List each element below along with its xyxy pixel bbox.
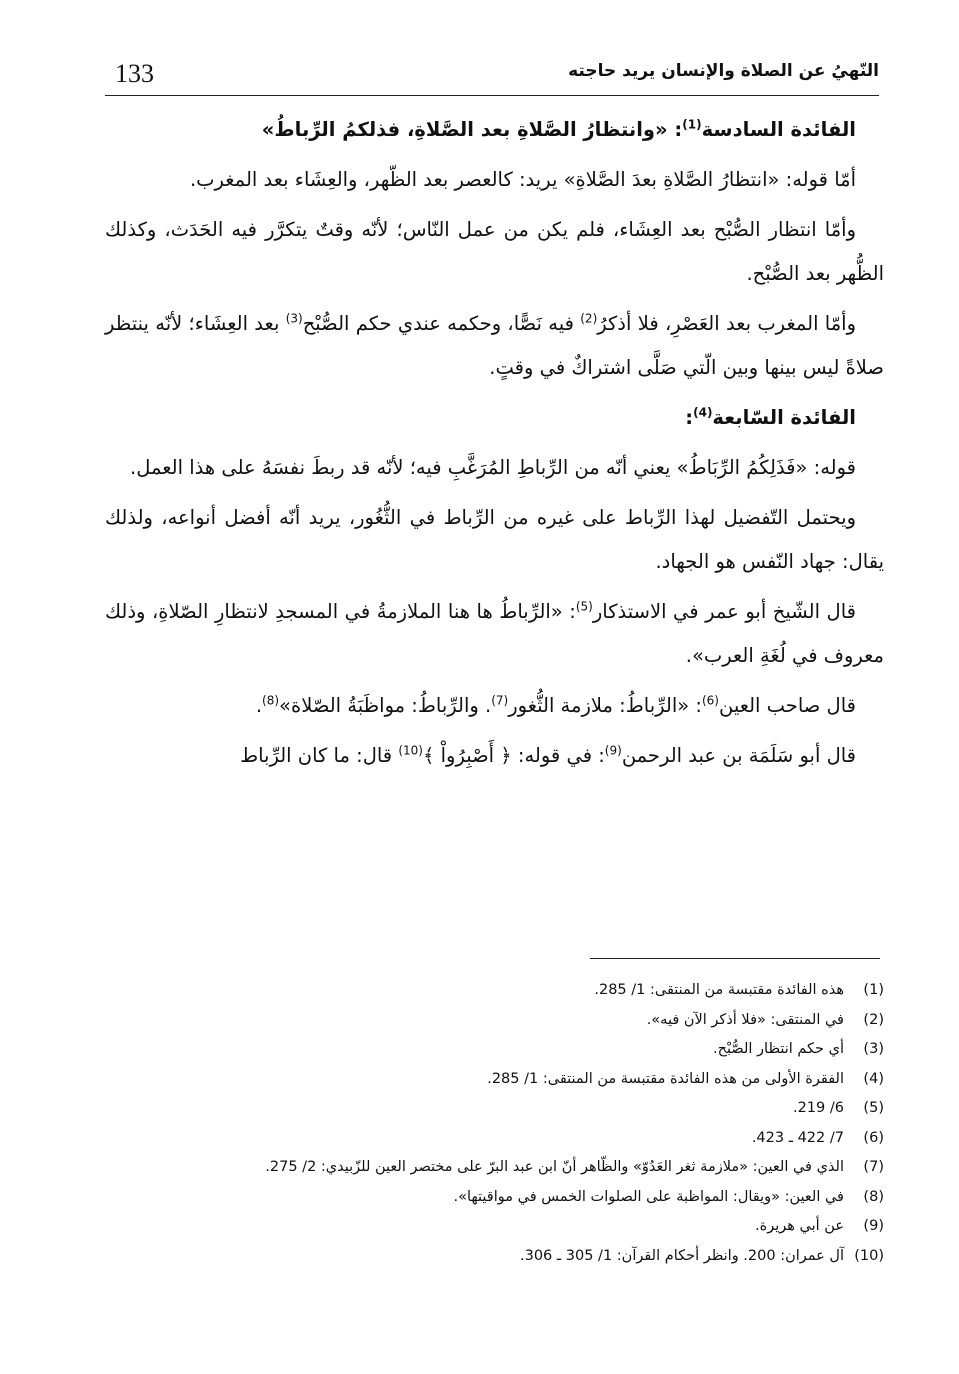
footnote-number: (2) bbox=[863, 1011, 884, 1028]
footnote-text: 6/ 219. bbox=[792, 1100, 844, 1116]
footnote-text: في المنتقى: «فلا أذكر الآن فيه». bbox=[646, 1011, 844, 1028]
footnote-marker: (6) bbox=[701, 693, 719, 708]
footnote-marker: (2) bbox=[580, 311, 598, 326]
footnote-marker: (9) bbox=[604, 743, 622, 758]
text-run: . والرِّباطُ: مواظَبَةُ الصّلاة» bbox=[279, 694, 492, 717]
text-run: قال الشّيخ أبو عمر في الاستذكار bbox=[592, 600, 856, 623]
footnote-item bbox=[105, 1124, 884, 1154]
footnote-text: الفقرة الأولى من هذه الفائدة مقتبسة من المنتقى: 1/ 285. bbox=[487, 1070, 844, 1087]
paragraph bbox=[105, 590, 884, 678]
text-run: فيه نَصًّا، وحكمه عندي حكم الصُّبْح bbox=[302, 312, 581, 335]
text-run: . bbox=[255, 694, 263, 717]
page-number: 133 bbox=[115, 59, 154, 88]
footnote-marker: (3) bbox=[285, 311, 303, 326]
paragraph bbox=[105, 734, 884, 778]
footnote-item bbox=[105, 1153, 884, 1183]
text-run: الفائدة السّابعة bbox=[712, 406, 856, 429]
footnote-divider bbox=[590, 958, 880, 959]
footnote-number: (7) bbox=[863, 1159, 884, 1175]
paragraph bbox=[105, 496, 884, 584]
footnote-item bbox=[105, 1094, 884, 1124]
section-heading bbox=[105, 396, 884, 440]
footnote-marker: (8) bbox=[262, 693, 280, 708]
text-run: قال أبو سَلَمَة بن عبد الرحمن bbox=[621, 744, 856, 767]
footnote-number: (5) bbox=[863, 1100, 884, 1116]
footnote-number: (8) bbox=[863, 1188, 884, 1205]
paragraph bbox=[105, 302, 884, 390]
text-run: بعد العِشَاء؛ لأنّه ينتظر صلاةً ليس بينها وبين الّتي صَلَّى اشتراكٌ في وقتٍ. bbox=[105, 312, 884, 379]
footnote-item bbox=[105, 1065, 884, 1095]
footnote-marker: (10) bbox=[398, 743, 423, 758]
paragraph bbox=[105, 446, 884, 490]
footnotes bbox=[105, 976, 884, 1271]
running-header bbox=[105, 55, 879, 96]
footnote-text: الذي في العين: «ملازمة ثغر العَدُوّ» والظّاهر أنّ ابن عبد البرّ على مختصر العين للزّبيدي: 2/ 275. bbox=[265, 1159, 844, 1175]
footnote-item bbox=[105, 1006, 884, 1036]
text-run: : «الرِّباطُ: ملازمة الثُّغور bbox=[508, 694, 702, 717]
footnote-text: في العين: «ويقال: المواظبة على الصلوات الخمس في مواقيتها». bbox=[453, 1188, 844, 1205]
text-run: : «الرِّباطُ ها هنا الملازمةُ في المسجدِ لانتظارِ الصّلاةِ، وذلك معروف في لُغَةِ العرب». bbox=[105, 600, 884, 667]
running-title: النّهيُ عن الصلاة والإنسان يريد حاجته bbox=[568, 61, 879, 81]
footnote-text: أي حكم انتظار الصُّبْح. bbox=[713, 1041, 844, 1057]
footnote-text: عن أبي هريرة. bbox=[755, 1218, 844, 1234]
text-run: أمّا قوله: «انتظارُ الصَّلاةِ بعدَ الصَّلاةِ» يريد: كالعصر بعد الظّهر، والعِشَاء بعد المغرب. bbox=[189, 168, 856, 191]
text-run: ويحتمل التّفضيل لهذا الرِّباط على غيره من الرِّباط في الثُّغُور، يريد أنّه أفضل أنواعه، ولذلك يقال: جهاد النّفس هو الجهاد. bbox=[105, 506, 884, 573]
text-run: : bbox=[685, 406, 694, 429]
text-run: : «وانتظارُ الصَّلاةِ بعد الصَّلاةِ، فذلكمُ الرِّباطُ» bbox=[261, 118, 683, 141]
footnote-number: (3) bbox=[863, 1041, 884, 1057]
paragraph bbox=[105, 208, 884, 296]
footnote-text: 7/ 422 ـ 423. bbox=[751, 1129, 844, 1146]
paragraph bbox=[105, 158, 884, 202]
footnote-item bbox=[105, 1242, 884, 1272]
footnote-item bbox=[105, 1212, 884, 1242]
paragraph bbox=[105, 684, 884, 728]
footnote-marker: (5) bbox=[575, 599, 593, 614]
footnote-item bbox=[105, 1183, 884, 1213]
footnote-text: هذه الفائدة مقتبسة من المنتقى: 1/ 285. bbox=[594, 982, 844, 998]
text-run: قال صاحب العين bbox=[718, 694, 856, 717]
footnote-marker: (7) bbox=[491, 693, 509, 708]
text-run: وأمّا المغرب بعد العَصْرِ، فلا أذكرُ bbox=[597, 312, 856, 335]
main-text bbox=[105, 108, 884, 784]
footnote-marker: (4) bbox=[693, 405, 713, 420]
text-run: : في قوله: ﴿ أَصْبِرُواْ ﴾ bbox=[422, 744, 605, 767]
footnote-marker: (1) bbox=[682, 117, 702, 132]
footnote-number: (9) bbox=[863, 1218, 884, 1234]
footnote-number: (1) bbox=[863, 982, 884, 998]
text-run: قوله: «فَذَلِكُمُ الرِّبَاطُ» يعني أنّه من الرِّباطِ المُرَغَّبِ فيه؛ لأنّه قد ربطَ نفسَهُ على هذا العمل. bbox=[130, 456, 856, 479]
text-run: قال: ما كان الرِّباط bbox=[240, 744, 399, 767]
footnote-number: (4) bbox=[863, 1070, 884, 1087]
footnote-item bbox=[105, 976, 884, 1006]
footnote-text: آل عمران: 200. وانظر أحكام القرآن: 1/ 305 ـ 306. bbox=[519, 1247, 844, 1264]
text-run: الفائدة السادسة bbox=[701, 118, 856, 141]
footnote-number: (10) bbox=[854, 1247, 884, 1264]
text-run: وأمّا انتظار الصُّبْح بعد العِشَاء، فلم يكن من عمل النّاس؛ لأنّه وقتٌ يتكرَّر فيه الحَدَث، وكذلك الظُّهر بعد الصُّبْح. bbox=[105, 218, 884, 285]
footnote-number: (6) bbox=[863, 1129, 884, 1146]
section-heading bbox=[105, 108, 884, 152]
footnote-item bbox=[105, 1035, 884, 1065]
